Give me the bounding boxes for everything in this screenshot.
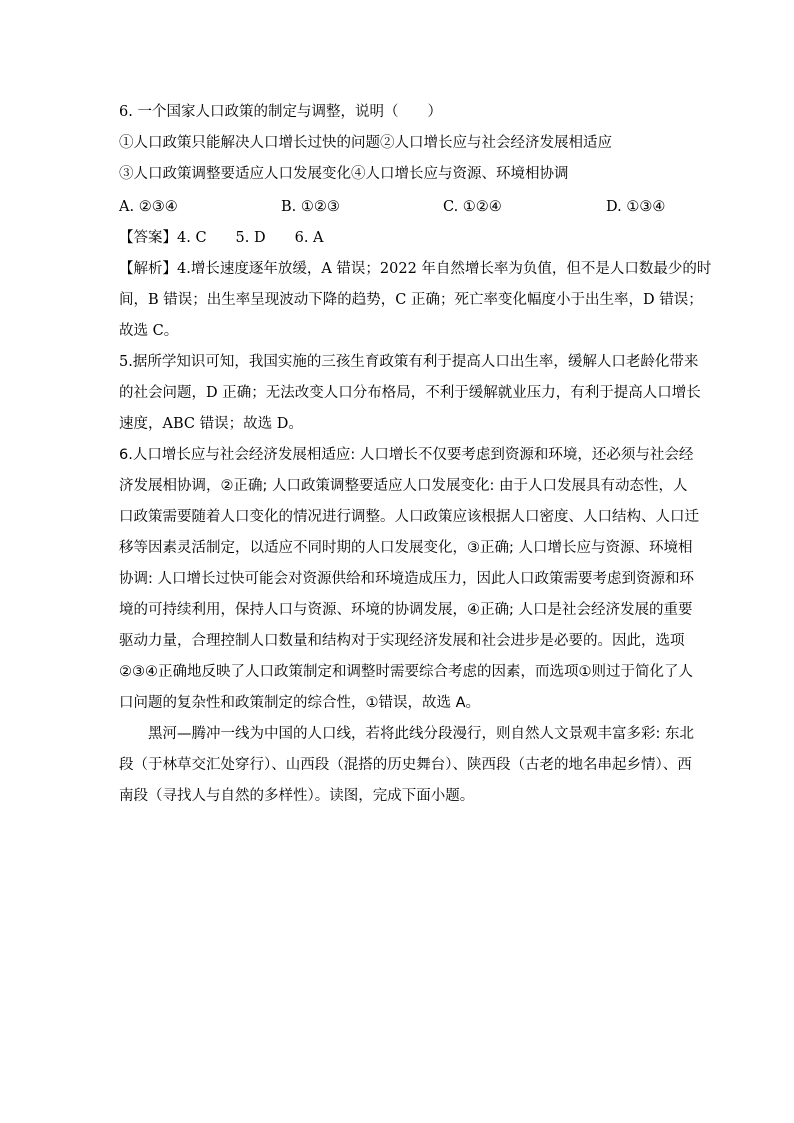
question-statements-line-1: ①人口政策只能解决人口增长过快的问题②人口增长应与社会经济发展相适应 (119, 135, 612, 151)
question-stem: 6. 一个国家人口政策的制定与调整，说明（ ） (119, 104, 442, 120)
analysis-q6-line-7: 驱动力量，合理控制人口数量和结构对于实现经济发展和社会进步是必要的。因此，选项 (119, 633, 685, 649)
option-b: B. ①②③ (281, 199, 340, 215)
analysis-q6-line-5: 协调: 人口增长过快可能会对资源供给和环境造成压力，因此人口政策需要考虑到资源和环 (119, 571, 694, 587)
analysis-q6-line-8: ②③④正确地反映了人口政策制定和调整时需要综合考虑的因素，而选项①则过于简化了人 (119, 664, 693, 680)
analysis-q5-line-1: 5.据所学知识可知，我国实施的三孩生育政策有利于提高人口出生率，缓解人口老龄化带来 (119, 354, 699, 370)
analysis-q4-line-2: 间，B 错误；出生率呈现波动下降的趋势，C 正确；死亡率变化幅度小于出生率，D 错误； (119, 292, 703, 308)
analysis-q6-line-6: 境的可持续利用，保持人口与资源、环境的协调发展，④正确; 人口是社会经济发展的重要 (119, 602, 693, 618)
analysis-q4-line-1: 【解析】4.增长速度逐年放缓，A 错误；2022 年自然增长率为负值，但不是人口数最少的时 (119, 261, 712, 277)
passage-line-2: 段（于林草交汇处穿行）、山西段（混搭的历史舞台）、陕西段（古老的地名串起乡情）、西 (119, 757, 692, 773)
passage-line-3: 南段（寻找人与自然的多样性）。读图，完成下面小题。 (119, 788, 475, 804)
question-statements-line-2: ③人口政策调整要适应人口发展变化④人口增长应与资源、环境相协调 (119, 166, 569, 182)
analysis-q6-line-4: 移等因素灵活制定，以适应不同时期的人口发展变化，③正确; 人口增长应与资源、环境相 (119, 540, 693, 556)
option-c: C. ①②④ (443, 199, 502, 215)
option-a: A. ②③④ (119, 199, 178, 215)
analysis-q5-line-2: 的社会问题，D 正确；无法改变人口分布格局，不利于缓解就业压力，有利于提高人口增长 (119, 385, 701, 401)
analysis-q6-line-2: 济发展相协调，②正确; 人口政策调整要适应人口发展变化: 由于人口发展具有动态性，人 (119, 478, 688, 494)
analysis-q6-line-9: 口问题的复杂性和政策制定的综合性，①错误，故选 A。 (119, 695, 481, 711)
answer-line: 【答案】4. C 5. D 6. A (119, 230, 324, 246)
option-d: D. ①③④ (606, 199, 666, 215)
analysis-q6-line-1: 6.人口增长应与社会经济发展相适应: 人口增长不仅要考虑到资源和环境，还必须与社会经 (119, 447, 694, 463)
analysis-q5-line-3: 速度，ABC 错误；故选 D。 (119, 416, 303, 432)
analysis-q4-line-3: 故选 C。 (119, 323, 179, 339)
analysis-q6-line-3: 口政策需要随着人口变化的情况进行调整。人口政策应该根据人口密度、人口结构、人口迁 (119, 509, 699, 525)
passage-line-1: 黑河—腾冲一线为中国的人口线，若将此线分段漫行，则自然人文景观丰富多彩: 东北 (148, 726, 694, 742)
